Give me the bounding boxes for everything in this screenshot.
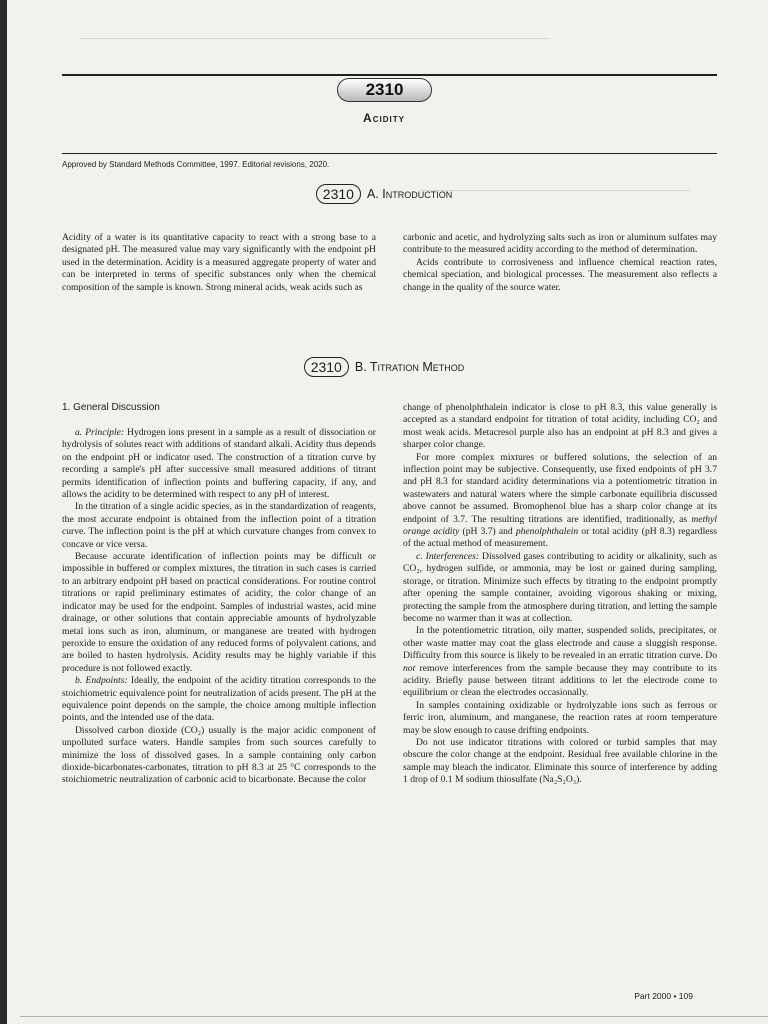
part-a-left-column — [62, 232, 376, 294]
intro-paragraph-1: Acidity of a water is its quantitative capacity to react with a strong base to a designated pH. The measured value may vary significantly with the endpoint pH used in the determination. Acidity is a measured aggregate property of water and can be interpreted in terms of specific substances only when the chemical composition of the sample is known. Strong mineral acids, weak acids such as — [62, 232, 376, 293]
part-a-right-column — [403, 232, 717, 294]
principle-label: a. Principle: — [75, 427, 125, 438]
principle-paragraph — [62, 427, 376, 501]
general-discussion-heading: 1. General Discussion — [62, 402, 160, 413]
endpoints-paragraph — [62, 675, 376, 725]
paragraph-inflection: In the titration of a single acidic species, as in the standardization of reagents, the most accurate endpoint is obtained from the inflection point of a titration curve. The inflection point is the pH at which curvature changes from convex to concave or vice versa. — [62, 501, 376, 550]
page-bottom-rule — [20, 1016, 768, 1017]
interferences-label: c. Interferences: — [416, 550, 480, 562]
paragraph-oxidizable-ions: In samples containing oxidizable or hydrolyzable ions such as ferrous or ferric iron, aluminum, and manganese, the reaction rates at room temperature may be slow enough to cause drifting endpoints. — [403, 699, 717, 736]
part-a-heading — [0, 184, 768, 204]
header-underline — [62, 153, 717, 154]
complex-mixtures-text-2: (pH 3.7) and — [459, 526, 516, 538]
endpoints-text: Ideally, the endpoint of the acidity titration corresponds to the stoichiometric equivalence point for neutralization of acids present. The pH at the equivalence point depends on the sample, the choice among multiple inflection points, and the intended use of the data. — [62, 675, 377, 724]
potentiometric-text-2: remove interferences from the sample because they may contribute to its acidity. Briefly pause between titrant additions to let the electrode come to equilibrium or clean the electrodes occasionally. — [403, 662, 717, 699]
interferences-paragraph — [403, 551, 717, 625]
section-number-badge: 2310 — [337, 78, 432, 102]
complex-mixtures-text-1: For more complex mixtures or buffered solutions, the selection of an inflection point may be subjective. Consequently, use fixed endpoints of pH 3.7 and pH 8.3 for standard acidity determinations via a potentiometric titration in wastewaters and natural waters where the simple carbonate equilibria discussed above cannot be assumed. Bromophenol blue has a sharp color change at its endpoint of 3.7. The resulting titrations are identified, traditionally, as — [403, 451, 717, 525]
approval-note: Approved by Standard Methods Committee, 1997. Editorial revisions, 2020. — [62, 160, 330, 169]
section-title: Acidity — [363, 111, 405, 125]
part-b-title: B. Titration Method — [354, 360, 465, 374]
part-b-number: 2310 — [304, 357, 349, 377]
emphasis-not: not — [403, 662, 416, 674]
part-b-left-column — [62, 402, 376, 787]
principle-text: Hydrogen ions present in a sample as a result of dissociation or hydrolysis of solutes react with additions of standard alkali. Acidity thus depends on the endpoint pH or indicator used. The construction of a titration curve by recording a sample's pH after successive small measured additions of titrant permits identification of inflection points and buffering capacity, if any, and allows the acidity to be determined with respect to any pH of interest. — [62, 427, 376, 501]
part-a-title: A. Introduction — [366, 187, 453, 201]
page-footer: Part 2000 • 109 — [634, 991, 693, 1001]
part-b-heading — [0, 357, 768, 377]
paragraph-indicator-titrations: Do not use indicator titrations with colored or turbid samples that may obscure the color change at the endpoint. Residual free available chlorine in the sample may bleach the indicator. Eliminate this source of interference by adding 1 drop of 0.1 M sodium thiosulfate (Na₂S₂O₃). — [403, 736, 717, 786]
paragraph-potentiometric — [403, 625, 717, 699]
scan-edge — [0, 0, 7, 1024]
paragraph-phenolphthalein: change of phenolphthalein indicator is close to pH 8.3, this value generally is accepted as a standard endpoint for titration of total acidity, including CO₂ and most weak acids. Metacresol purple also has an endpoint at pH 8.3 and gives a sharper color change. — [403, 402, 717, 451]
intro-paragraph-3: Acids contribute to corrosiveness and influence chemical reaction rates, chemical speciation, and biological processes. The measurement also reflects a change in the quality of the source water. — [403, 256, 717, 293]
interferences-text: Dissolved gases contributing to acidity or alkalinity, such as CO₂, hydrogen sulfide, or ammonia, may be lost or gained during sampling, storage, or titration. Minimize such effects by titrating to the endpoint promptly after opening the sample container, avoiding vigorous shaking or mixing, protecting the sample from the atmosphere during titration, and letting the sample become no warmer than it was at collection. — [403, 550, 717, 624]
methyl-orange-term: methyl orange acidity — [403, 513, 717, 538]
bleed-through-line — [80, 38, 550, 39]
paragraph-arbitrary-endpoint: Because accurate identification of inflection points may be difficult or impossible in buffered or complex mixtures, the titration in such cases is carried to an arbitrary endpoint pH based on practical considerations. For routine control titrations or rapid preliminary estimates of acidity, the color change of an indicator may be used for the endpoint. Samples of industrial wastes, acid mine drainage, or other solutions that contain appreciable amounts of hydrolyzable metal ions such as iron, aluminum, or manganese are treated with hydrogen peroxide to ensure the oxidation of any reduced forms of polyvalent cations, and are boiled to hasten hydrolysis. Acidity results may be highly variable if this procedure is not followed exactly. — [62, 551, 376, 674]
part-b-right-column — [403, 402, 717, 787]
intro-paragraph-2: carbonic and acetic, and hydrolyzing salts such as iron or aluminum sulfates may contribute to the measured acidity according to the method of determination. — [403, 232, 717, 256]
endpoints-label: b. Endpoints: — [75, 675, 128, 687]
complex-mixtures-text-3: or total acidity (pH 8.3) regardless of the actual method of measurement. — [403, 526, 717, 550]
potentiometric-text-1: In the potentiometric titration, oily matter, suspended solids, precipitates, or other waste matter may coat the glass electrode and cause a sluggish response. Difficulty from this source is likely to be revealed in an erratic titration curve. Do — [403, 625, 717, 662]
phenolphthalein-term: phenolphthalein — [515, 526, 579, 538]
header-rule — [62, 74, 717, 76]
part-a-number: 2310 — [316, 184, 361, 204]
paragraph-complex-mixtures — [403, 452, 717, 551]
paragraph-carbon-dioxide: Dissolved carbon dioxide (CO₂) usually is the major acidic component of unpolluted surface waters. Handle samples from such sources carefully to minimize the loss of dissolved gases. In a sample containing only carbon dioxide-bicarbonates-carbonates, titration to pH 8.3 at 25 °C corresponds to the stoichiometric neutralization of carbonic acid to bicarbonate. Because the color — [62, 724, 376, 786]
